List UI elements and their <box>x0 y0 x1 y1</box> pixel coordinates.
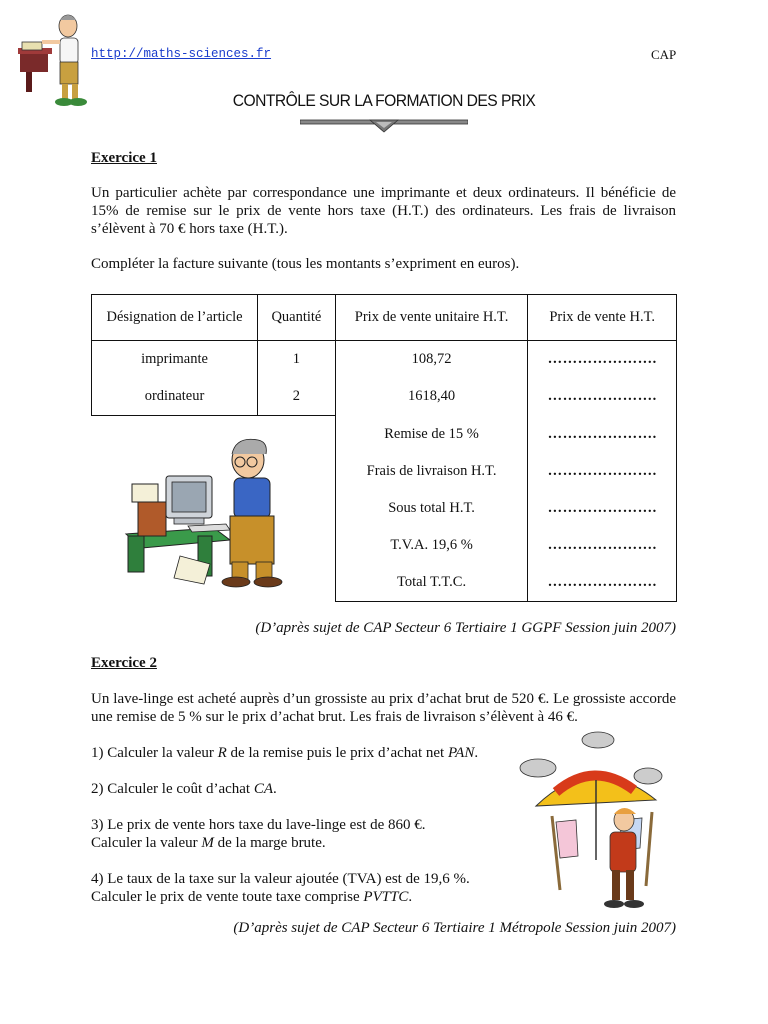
site-url-link[interactable]: http://maths-sciences.fr <box>91 47 272 61</box>
question-4 <box>91 870 531 906</box>
item-total-blank[interactable]: …………………. <box>528 378 677 416</box>
question-text: 4) Le taux de la taxe sur la valeur ajoutée (TVA) est de 19,6 %. <box>91 871 470 887</box>
exercise1-source: (D’après sujet de CAP Secteur 6 Tertiaire 1 GGPF Session juin 2007) <box>255 620 676 636</box>
summary-label: Total T.T.C. <box>335 564 528 602</box>
item-total-blank[interactable]: …………………. <box>528 341 677 379</box>
header-quantity: Quantité <box>258 295 336 341</box>
exercise1-instruction: Compléter la facture suivante (tous les montants s’expriment en euros). <box>91 256 520 272</box>
question-3 <box>91 816 531 852</box>
summary-label: Remise de 15 % <box>335 416 528 454</box>
summary-blank[interactable]: …………………. <box>528 453 677 490</box>
question-text: . <box>408 889 413 905</box>
exercise2-source: (D’après sujet de CAP Secteur 6 Tertiaire 1 Métropole Session juin 2007) <box>233 920 676 936</box>
summary-blank[interactable]: …………………. <box>528 527 677 564</box>
question-text: Calculer la valeur <box>91 835 202 851</box>
variable-r: R <box>217 745 227 761</box>
computer-man-illustration <box>118 432 296 594</box>
header-total-price: Prix de vente H.T. <box>528 295 677 341</box>
level-label: CAP <box>651 47 677 62</box>
question-text: . <box>273 781 277 797</box>
exercise1-heading: Exercice 1 <box>91 150 157 166</box>
summary-blank[interactable]: …………………. <box>528 490 677 527</box>
title-ornament <box>300 116 468 134</box>
question-text: de la remise puis le prix d’achat net <box>226 745 448 761</box>
header-designation: Désignation de l’article <box>92 295 258 341</box>
question-text: Calculer le prix de vente toute taxe comprise <box>91 889 364 905</box>
invoice-header-row <box>92 295 677 341</box>
item-unit-price: 1618,40 <box>335 378 528 416</box>
question-text: . <box>474 745 479 761</box>
item-name: ordinateur <box>92 378 258 416</box>
header-unit-price: Prix de vente unitaire H.T. <box>335 295 528 341</box>
question-text: 2) Calculer le coût d’achat <box>91 781 254 797</box>
exercise2-heading: Exercice 2 <box>91 655 157 671</box>
table-row <box>92 378 677 416</box>
variable-m: M <box>201 835 214 851</box>
exercise1-statement: Un particulier achète par correspondance une imprimante et deux ordinateurs. Il bénéficie de 15% de remise sur le prix de vente hors taxe (H.T.) des ordinateurs. Les frais de livraison s’élèvent à 70 € hors taxe (H.T.). <box>91 185 676 237</box>
question-1 <box>91 744 531 762</box>
variable-pan: PAN <box>447 745 475 761</box>
item-quantity: 2 <box>258 378 336 416</box>
summary-label: Sous total H.T. <box>335 490 528 527</box>
question-text: 3) Le prix de vente hors taxe du lave-linge est de 860 €. <box>91 817 426 833</box>
question-text: de la marge brute. <box>213 835 326 851</box>
page-title: CONTRÔLE SUR LA FORMATION DES PRIX <box>232 91 536 110</box>
variable-ca: CA <box>253 781 274 797</box>
summary-blank[interactable]: …………………. <box>528 564 677 602</box>
question-text: 1) Calculer la valeur <box>91 745 218 761</box>
umbrella-laundry-illustration <box>516 730 666 918</box>
question-2 <box>91 780 531 798</box>
summary-label: Frais de livraison H.T. <box>335 453 528 490</box>
item-quantity: 1 <box>258 341 336 379</box>
summary-label: T.V.A. 19,6 % <box>335 527 528 564</box>
variable-pvttc: PVTTC <box>363 889 409 905</box>
item-name: imprimante <box>92 341 258 379</box>
table-row <box>92 341 677 379</box>
exercise2-statement: Un lave-linge est acheté auprès d’un grossiste au prix d’achat brut de 520 €. Le grossiste accorde une remise de 5 % sur le prix d’achat brut. Les frais de livraison s’élèvent à 46 €. <box>91 691 676 725</box>
summary-blank[interactable]: …………………. <box>528 416 677 454</box>
exercise2-questions <box>91 744 531 906</box>
item-unit-price: 108,72 <box>335 341 528 379</box>
